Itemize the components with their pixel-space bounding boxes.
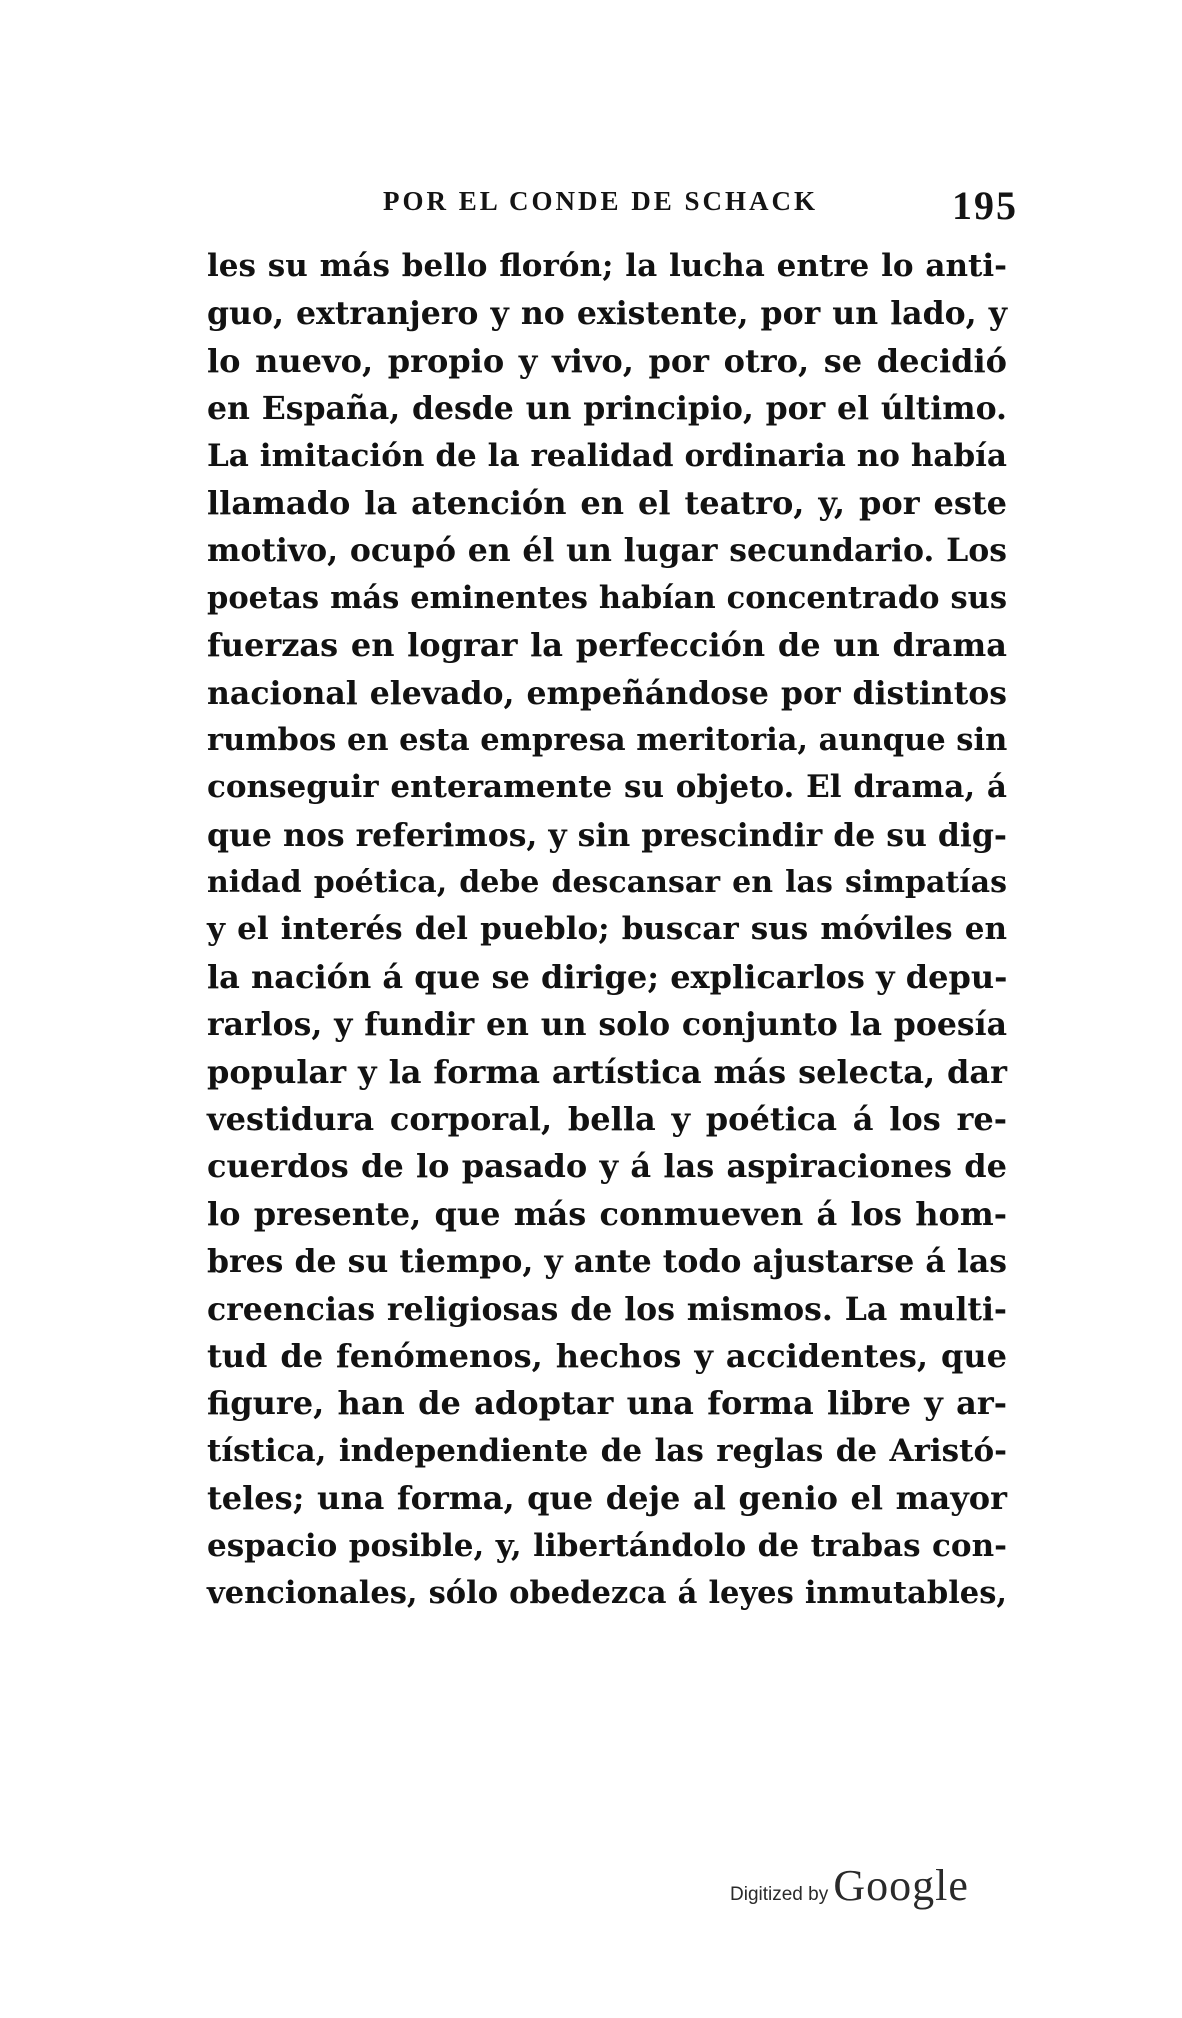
text-line: vestidura corporal, bella y poética á los re- [207, 1100, 1007, 1139]
text-line: motivo, ocupó en él un lugar secundario. Los [207, 532, 1007, 570]
text-line: en España, desde un principio, por el último. [207, 390, 1007, 428]
text-line: conseguir enteramente su objeto. El drama, á [207, 769, 1007, 806]
text-line: que nos referimos, y sin prescindir de su dig- [207, 816, 1007, 854]
text-line: vencionales, sólo obedezca á leyes inmutables, [207, 1574, 1007, 1611]
text-line: cuerdos de lo pasado y á las aspiraciones de [207, 1147, 1007, 1186]
text-line: bres de su tiempo, y ante todo ajustarse á las [207, 1243, 1007, 1281]
digitized-by-google-watermark [730, 1860, 969, 1911]
text-line: llamado la atención en el teatro, y, por este [207, 483, 1007, 522]
text-line: lo nuevo, propio y vivo, por otro, se decidió [207, 341, 1007, 380]
text-line: tística, independiente de las reglas de Aristó- [207, 1432, 1007, 1469]
text-line: popular y la forma artística más selecta, dar [207, 1052, 1007, 1091]
text-line: guo, extranjero y no existente, por un lado, y [207, 295, 1007, 333]
text-line: La imitación de la realidad ordinaria no había [207, 437, 1007, 474]
text-line: figure, han de adoptar una forma libre y ar- [207, 1384, 1007, 1423]
digitized-by-label: Digitized by [730, 1884, 829, 1905]
text-line: espacio posible, y, libertándolo de trabas con- [207, 1527, 1007, 1564]
text-line: rarlos, y fundir en un solo conjunto la poesía [207, 1006, 1007, 1044]
text-line: teles; una forma, que deje al genio el mayor [207, 1479, 1007, 1518]
text-line: les su más bello florón; la lucha entre lo anti- [207, 248, 1007, 284]
text-line: nacional elevado, empeñándose por distintos [207, 674, 1007, 712]
text-line: poetas más eminentes habían concentrado sus [207, 579, 1007, 616]
text-line: tud de fenómenos, hechos y accidentes, que [207, 1336, 1007, 1375]
text-line: lo presente, que más conmueven á los hom- [207, 1194, 1007, 1233]
text-line: y el interés del pueblo; buscar sus móviles en [207, 911, 1007, 948]
google-wordmark: Google [833, 1861, 969, 1910]
page-number: 195 [952, 183, 1018, 228]
text-line: la nación á que se dirige; explicarlos y depu- [207, 957, 1008, 996]
body-paragraph [207, 243, 1007, 1617]
running-head-title: POR EL CONDE DE SCHACK [383, 186, 819, 216]
text-line: rumbos en esta empresa meritoria, aunque sin [207, 721, 1008, 758]
text-line: nidad poética, debe descansar en las simpatías [207, 865, 1007, 901]
text-line: fuerzas en lograr la perfección de un drama [207, 626, 1007, 665]
text-line: creencias religiosas de los mismos. La multi- [207, 1290, 1007, 1328]
